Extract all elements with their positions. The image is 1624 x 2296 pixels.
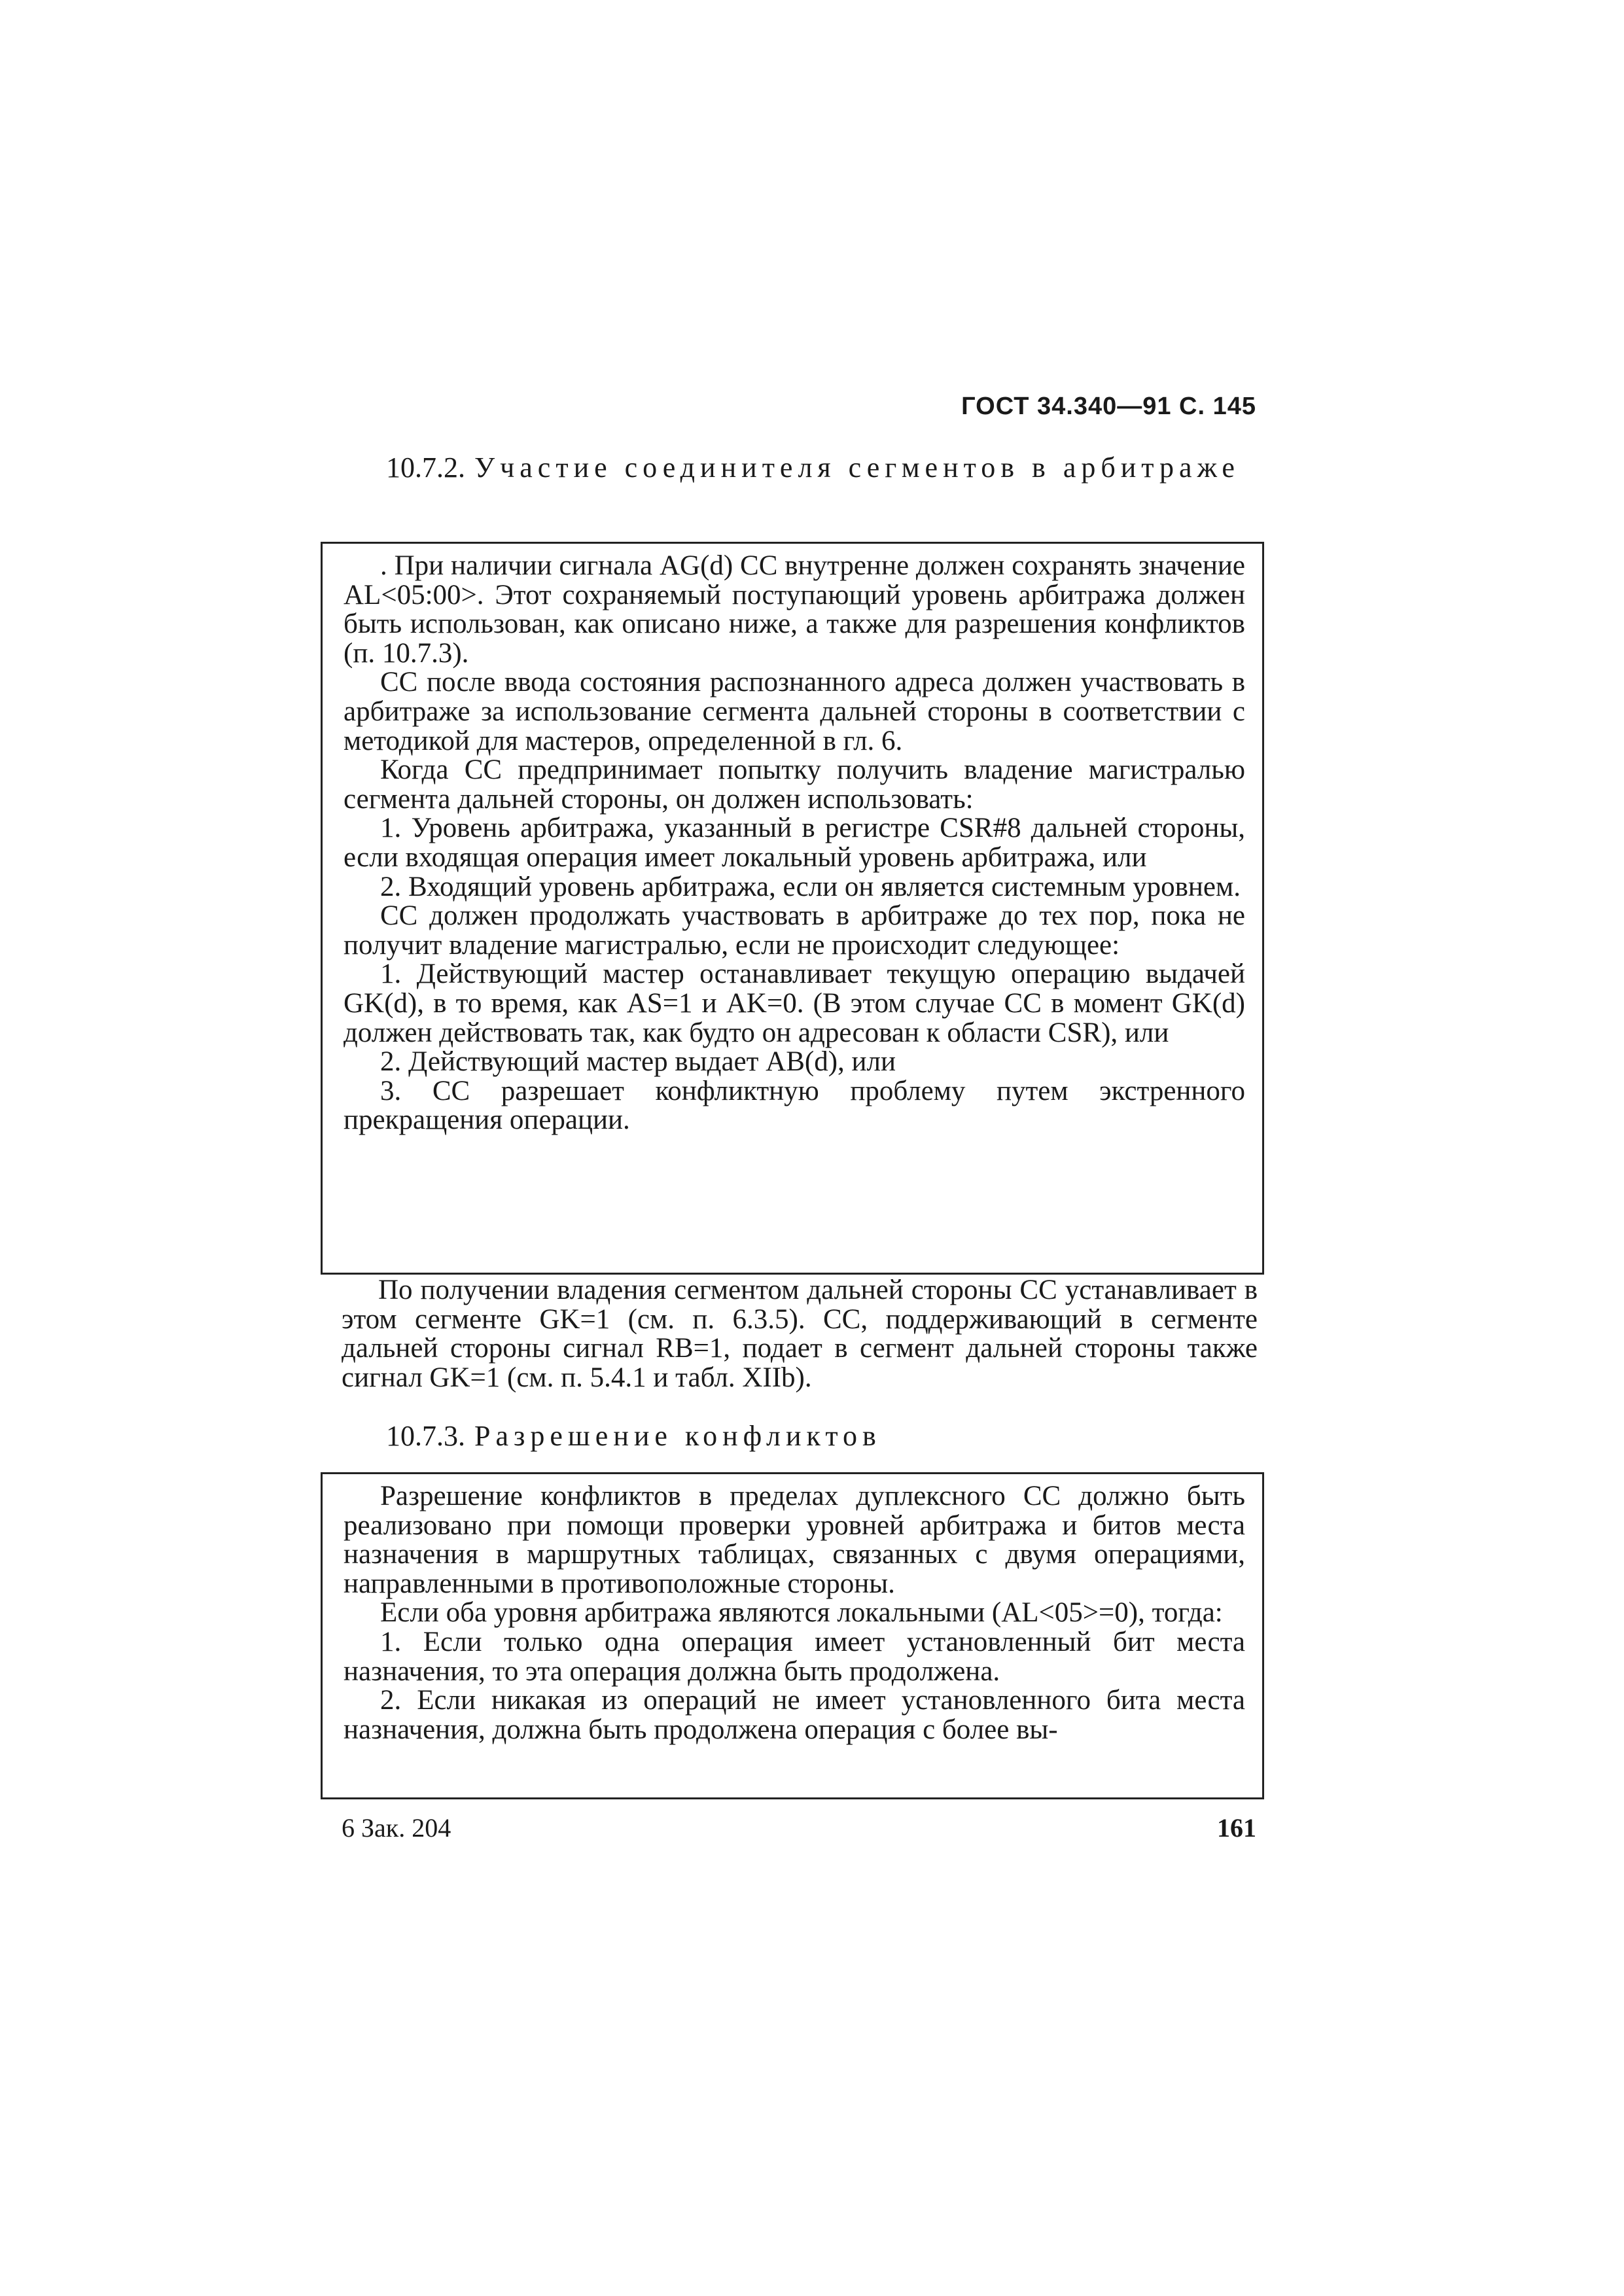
section-title-text: Разрешение конфликтов xyxy=(474,1420,881,1452)
paragraph: СС должен продолжать участвовать в арбитраже до тех пор, пока не получит владение магистралью, если не происходит следующее: xyxy=(344,900,1245,961)
paragraph: СС после ввода состояния распознанного адреса должен участвовать в арбитраже за использование сегмента дальней стороны в соответствии с методикой для мастеров, определенной в гл. 6. xyxy=(344,667,1245,756)
paragraph: Когда СС предпринимает попытку получить владение магистралью сегмента дальней стороны, он должен использовать: xyxy=(344,754,1245,815)
boxed-text-block xyxy=(321,1472,1264,1799)
list-item: 3. СС разрешает конфликтную проблему путем экстренного прекращения операции. xyxy=(344,1075,1245,1136)
section-title-10-7-3 xyxy=(347,1420,1256,1453)
section-number: 10.7.3. xyxy=(386,1420,465,1452)
list-item: 1. Действующий мастер останавливает текущую операцию выдачей GK(d), в то время, как AS=1 и AK=0. (В этом случае СС в момент GK(d) должен действовать так, как будто он адресован к области CSR), или xyxy=(344,959,1245,1048)
paragraph: Разрешение конфликтов в пределах дуплексного СС должно быть реализовано при помощи проверки уровней арбитража и битов места назначения в маршрутных таблицах, связанных с двумя операциями, направленными в противоположные стороны. xyxy=(344,1481,1245,1599)
section-title-10-7-2 xyxy=(347,451,1256,484)
list-item: 2. Действующий мастер выдает AB(d), или xyxy=(380,1046,896,1078)
footer-page-number: 161 xyxy=(1217,1813,1256,1843)
footer-order-number: 6 Зак. 204 xyxy=(342,1813,451,1843)
paragraph: . При наличии сигнала AG(d) СС внутренне должен сохранять значение AL<05:00>. Этот сохраняемый поступающий уровень арбитража должен быть использован, как описано ниже, а также для разрешения конфликтов (п. 10.7.3). xyxy=(344,550,1245,669)
section-number: 10.7.2. xyxy=(386,451,465,484)
list-item: 2. Если никакая из операций не имеет установленного бита места назначения, должна быть продолжена операция с более вы- xyxy=(344,1685,1245,1745)
list-item: 1. Уровень арбитража, указанный в регистре CSR#8 дальней стороны, если входящая операция имеет локальный уровень арбитража, или xyxy=(344,813,1245,873)
list-item: 2. Входящий уровень арбитража, если он является системным уровнем. xyxy=(380,871,1241,902)
paragraph: По получении владения сегментом дальней стороны СС устанавливает в этом сегменте GK=1 (см. п. 6.3.5). СС, поддерживающий в сегменте дальней стороны сигнал RB=1, подает в сегмент дальней стороны также сигнал GK=1 (см. п. 5.4.1 и табл. XIIb). xyxy=(342,1275,1258,1393)
section-title-text: Участие соединителя сегментов в арбитраже xyxy=(474,451,1240,484)
boxed-text-block xyxy=(321,542,1264,1275)
page-header: ГОСТ 34.340—91 С. 145 xyxy=(961,393,1256,420)
body-text-block xyxy=(342,1276,1258,1392)
paragraph: Если оба уровня арбитража являются локальными (AL<05>=0), тогда: xyxy=(380,1597,1223,1629)
list-item: 1. Если только одна операция имеет установленный бит места назначения, то эта операция должна быть продолжена. xyxy=(344,1626,1245,1687)
